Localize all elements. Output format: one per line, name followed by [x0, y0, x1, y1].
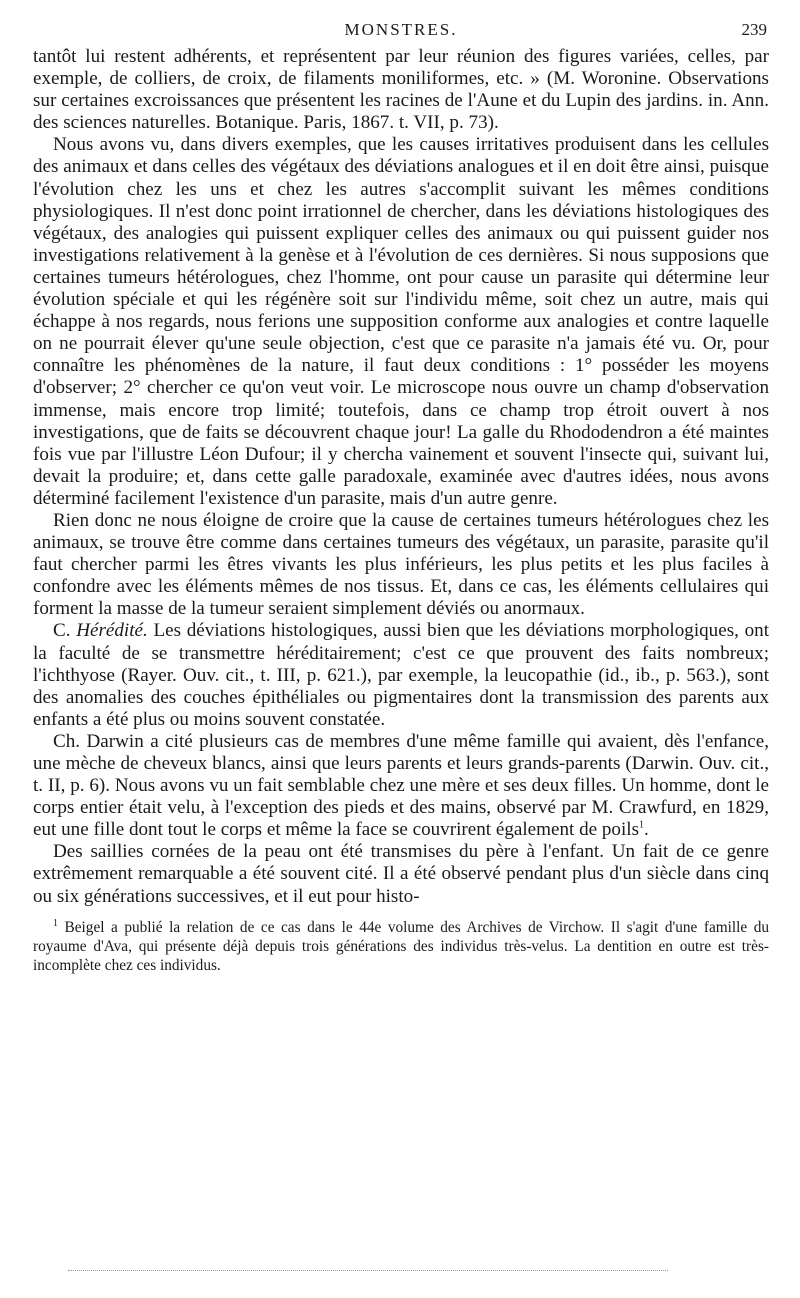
paragraph-3-text: Rien donc ne nous éloigne de croire que la cause de certaines tumeurs hétérologues chez les animaux, se trouve être comme dans certaines tumeurs des végétaux, un parasite, parasite qu'il faut chercher parmi les êtres vivants les plus inférieurs, les plus petits et les plus faciles à confondre avec les éléments mêmes de nos tissus. Et, dans ce cas, les éléments cellulaires qui forment la masse de la tumeur seraient simplement déviés ou anormaux. — [33, 509, 769, 620]
book-page — [33, 20, 769, 975]
footnote-text: Beigel a publié la relation de ce cas dans le 44e volume des Archives de Virchow. Il s'agit d'une famille du royaume d'Ava, qui présente déjà depuis trois générations des individus très-velus. La dentition en outre est très-incomplète chez ces individus. — [33, 918, 770, 975]
bottom-rule — [68, 1270, 668, 1271]
paragraph-5: Ch. Darwin a cité plusieurs cas de membres d'une même famille qui avaient, dès l'enfance, une mèche de cheveux blancs, ainsi que leurs parents et leurs grands-parents (Darwin. Ouv. cit., t. II, p. 6). Nous avons vu un fait semblable chez une mère et ses deux filles. Un homme, dont le corps entier était velu, à l'exception des pieds et des mains, observé par M. Crawfurd, en 1829, eut une fille dont tout le corps et même la face se couvrirent également de poils$^1$. — [33, 730, 769, 841]
footnote-reference[interactable]: 1 — [639, 819, 645, 831]
paragraph-6 — [33, 841, 769, 907]
footnotes — [33, 918, 769, 976]
paragraph-6-text: Des saillies cornées de la peau ont été transmises du père à l'enfant. Un fait de ce genre extrêmement remarquable a été souvent cité. Il a été observé pendant plus d'un siècle dans cinq ou six générations successives, et il eut pour histo- — [33, 841, 769, 907]
paragraph-3 — [33, 510, 769, 620]
paragraph-1-text: tantôt lui restent adhérents, et représentent par leur réunion des figures variées, celles, par exemple, de colliers, de croix, de filaments moniliformes, etc. » (M. Woronine. Observations sur certaines excroissances que présentent les racines de l'Aune et du Lupin des jardins. in. Ann. des sciences naturelles. Botanique. Paris, 1867. t. VII, p. 73). — [33, 46, 769, 134]
running-title: MONSTRES. — [344, 20, 458, 39]
section-letter: C. — [53, 620, 71, 642]
paragraph-2-text: Nous avons vu, dans divers exemples, que les causes irritatives produisent dans les cellules des animaux et dans celles des végétaux des déviations analogues et il en doit être ainsi, puisque l'évolution chez les uns et chez les autres s'accomplit suivant les mêmes conditions physiologiques. Il n'est donc point irrationnel de chercher, dans les déviations histologiques des végétaux, des analogies qui puissent expliquer celles des animaux ou qui puissent guider nos investigations relativement à la genèse et à l'évolution de ces dernières. Si nous supposions que certaines tumeurs hétérologues, chez l'homme, ont pour cause un parasite qui détermine leur évolution spéciale et qui les régénère soit sur l'individu même, soit chez un autre, mais qui échappe à nos regards, nous ferions une supposition conforme aux analogies et contre laquelle on ne pourrait élever qu'une seule objection, c'est que ce parasite n'a jamais été vu. Or, pour connaître les phénomènes de la nature, il faut deux conditions : 1° posséder les moyens d'observer; 2° chercher ce qu'on veut voir. Le microscope nous ouvre un champ d'observation immense, mais encore trop limité; toutefois, dans ce champ trop étroit ouvert à nos investigations, que de faits se découvrent chaque jour! La galle du Rhododendron a été maintes fois vue par l'illustre Léon Dufour; il y chercha vainement et souvent l'insecte qui, suivant lui, devait la produire; et, dans cette galle paradoxale, examinée avec d'autres idées, nous avons déterminé facilement l'existence d'un parasite, mais d'un autre genre. — [33, 134, 769, 509]
page-header — [33, 20, 769, 46]
section-title: Hérédité. — [76, 620, 148, 642]
paragraph-4-text: Les déviations histologiques, aussi bien que les déviations morphologiques, ont la faculté de se transmettre héréditairement; c'est ce que prouvent des faits nombreux; l'ichthyose (Rayer. Ouv. cit., t. III, p. 621.), par exemple, la leucopathie (id., ib., p. 563.), sont des anomalies des couches épithéliales ou pigmentaires dont la transmission des parents aux enfants a été plus ou moins souvent constatée. — [33, 620, 769, 730]
paragraph-5-text: Ch. Darwin a cité plusieurs cas de membres d'une même famille qui avaient, dès l'enfance, une mèche de cheveux blancs, ainsi que leurs parents et leurs grands-parents (Darwin. Ouv. cit., t. II, p. 6). Nous avons vu un fait semblable chez une mère et ses deux filles. Un homme, dont le corps entier était velu, à l'exception des pieds et des mains, observé par M. Crawfurd, en 1829, eut une fille dont tout le corps et même la face se couvrirent également de poils — [33, 730, 769, 841]
body-text — [33, 46, 769, 908]
page-number: 239 — [741, 20, 767, 39]
paragraph-1 — [33, 46, 769, 134]
paragraph-4 — [33, 620, 769, 730]
paragraph-2 — [33, 134, 769, 510]
footnote-marker: 1 — [53, 917, 58, 929]
footnote-1 — [33, 918, 769, 976]
